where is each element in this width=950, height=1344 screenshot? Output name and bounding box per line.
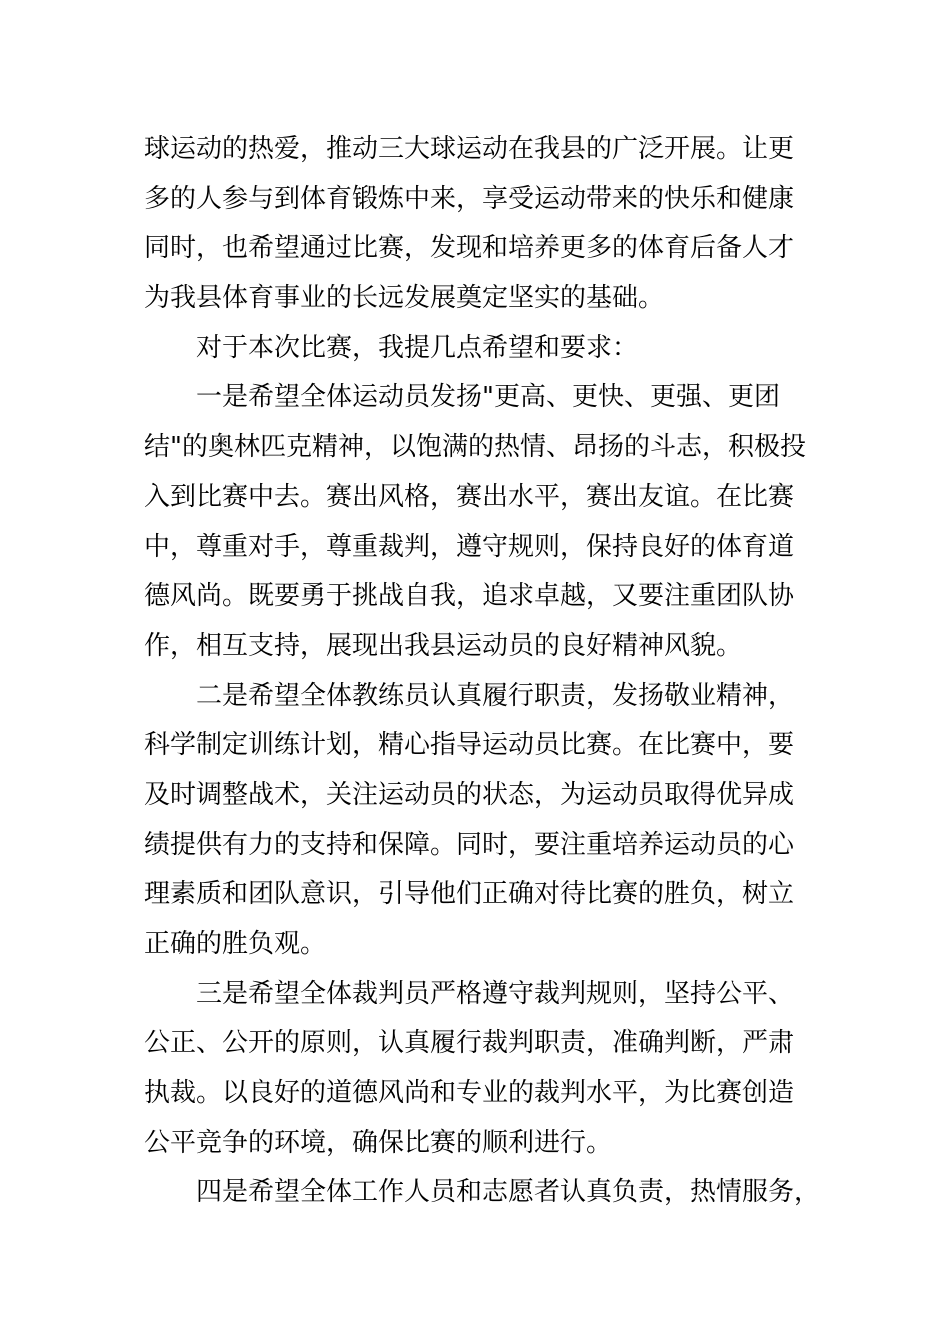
paragraph-start-line: 二是希望全体教练员认真履行职责，发扬敬业精神， [196,680,795,711]
text-line: 多的人参与到体育锻炼中来，享受运动带来的快乐和健康 [144,183,795,214]
text-line: 中，尊重对手，尊重裁判，遵守规则，保持良好的体育道 [144,531,795,562]
text-line: 正确的胜负观。 [144,929,327,959]
text-line: 绩提供有力的支持和保障。同时，要注重培养运动员的心 [144,829,795,860]
text-line: 公正、公开的原则，认真履行裁判职责，准确判断，严肃 [144,1028,795,1059]
text-line: 作，相互支持，展现出我县运动员的良好精神风貌。 [144,630,743,661]
paragraph-start-line: 对于本次比赛，我提几点希望和要求： [196,332,639,363]
text-line: 理素质和团队意识，引导他们正确对待比赛的胜负，树立 [144,879,795,910]
text-line: 入到比赛中去。赛出风格，赛出水平，赛出友谊。在比赛 [144,481,795,512]
text-line: 结"的奥林匹克精神，以饱满的热情、昂扬的斗志，积极投 [144,432,806,463]
paragraph-start-line: 三是希望全体裁判员严格遵守裁判规则，坚持公平、 [196,978,795,1009]
text-line: 同时，也希望通过比赛，发现和培养更多的体育后备人才 [144,233,795,264]
body-text [144,125,844,1218]
text-line: 公平竞争的环境，确保比赛的顺利进行。 [144,1127,613,1158]
text-line: 科学制定训练计划，精心指导运动员比赛。在比赛中，要 [144,730,795,761]
text-line: 为我县体育事业的长远发展奠定坚实的基础。 [144,283,665,314]
text-line: 及时调整战术，关注运动员的状态，为运动员取得优异成 [144,779,795,810]
text-line: 球运动的热爱，推动三大球运动在我县的广泛开展。让更 [144,134,795,164]
paragraph-start-line: 一是希望全体运动员发扬"更高、更快、更强、更团 [196,382,780,413]
text-line: 执裁。以良好的道德风尚和专业的裁判水平，为比赛创造 [144,1078,795,1109]
paragraph-start-line: 四是希望全体工作人员和志愿者认真负责，热情服务， [196,1177,821,1208]
text-line: 德风尚。既要勇于挑战自我，追求卓越，又要注重团队协 [144,581,795,612]
